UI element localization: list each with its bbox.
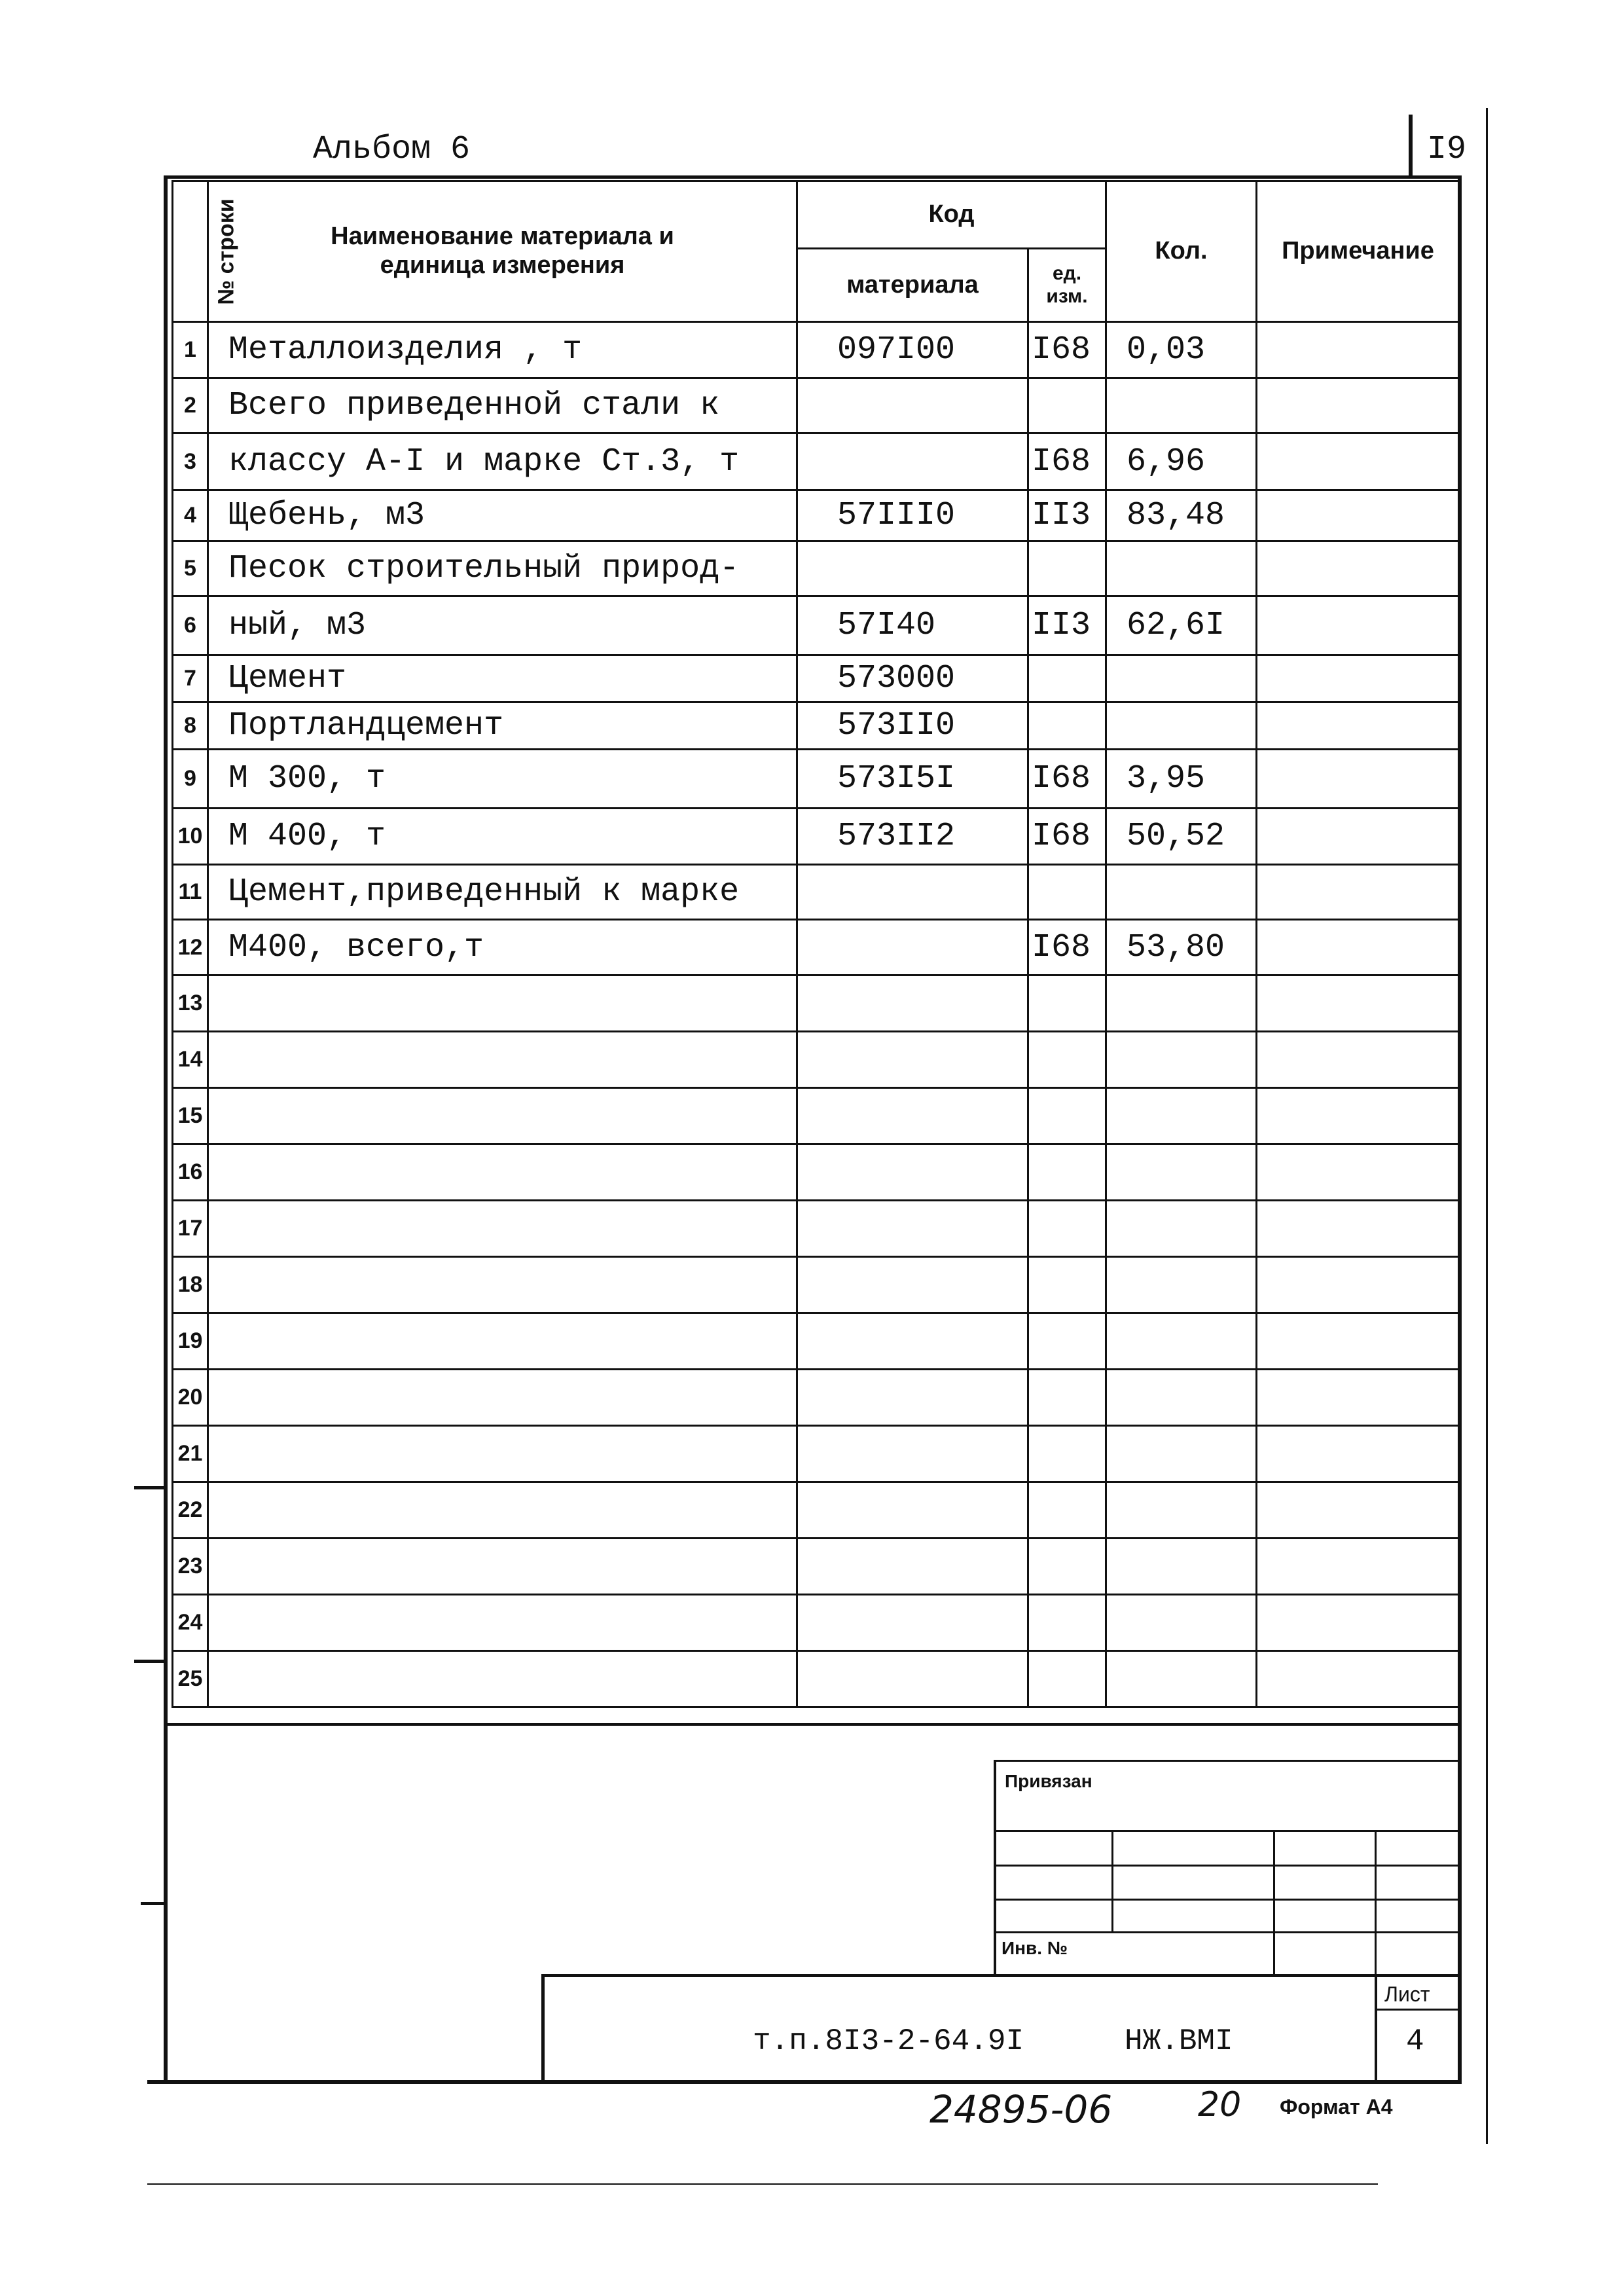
material-name <box>208 1313 797 1370</box>
material-name <box>208 1426 797 1482</box>
unit-code <box>1028 1651 1106 1707</box>
table-row <box>173 596 1460 655</box>
row-number: 23 <box>173 1539 208 1595</box>
material-name <box>208 975 797 1032</box>
note-value <box>1257 1426 1460 1482</box>
table-row <box>173 490 1460 541</box>
stamp-grid-line-2 <box>994 1865 1460 1867</box>
main-stamp-top <box>541 1974 1460 1977</box>
album-label: Альбом 6 <box>313 131 471 168</box>
note-value <box>1257 1595 1460 1651</box>
note-value <box>1257 433 1460 490</box>
header-row-no <box>173 181 239 322</box>
quantity-value: 83,48 <box>1106 490 1257 541</box>
note-value <box>1257 1088 1460 1144</box>
table-row <box>173 920 1460 975</box>
stamp-copy: 20 <box>1198 2085 1242 2124</box>
row-number: 6 <box>173 596 208 655</box>
row-number: 19 <box>173 1313 208 1370</box>
unit-code: I68 <box>1028 433 1106 490</box>
material-name: классу А-I и марке Ст.3, т <box>208 433 797 490</box>
quantity-value <box>1106 541 1257 596</box>
frame-top-border <box>164 175 1462 179</box>
note-value <box>1257 596 1460 655</box>
material-name <box>208 1257 797 1313</box>
table-row <box>173 1595 1460 1651</box>
unit-code <box>1028 1032 1106 1088</box>
material-code <box>797 1144 1028 1201</box>
unit-code: I68 <box>1028 750 1106 809</box>
material-name: Всего приведенной стали к <box>208 378 797 433</box>
row-number: 7 <box>173 655 208 702</box>
table-row <box>173 975 1460 1032</box>
quantity-value <box>1106 1370 1257 1426</box>
row-number: 18 <box>173 1257 208 1313</box>
quantity-value: 50,52 <box>1106 809 1257 865</box>
quantity-value <box>1106 865 1257 920</box>
stamp-box-top <box>994 1760 1460 1762</box>
material-code <box>797 1201 1028 1257</box>
unit-code <box>1028 702 1106 750</box>
row-number: 1 <box>173 322 208 378</box>
row-number: 5 <box>173 541 208 596</box>
material-name: Цемент <box>208 655 797 702</box>
row-number: 2 <box>173 378 208 433</box>
header-name <box>208 181 797 322</box>
unit-code <box>1028 378 1106 433</box>
header-note: Примечание <box>1257 181 1460 322</box>
stamp-grid-vertical-1 <box>1111 1830 1113 1931</box>
table-row <box>173 1651 1460 1707</box>
unit-code <box>1028 1201 1106 1257</box>
note-value <box>1257 1032 1460 1088</box>
table-row <box>173 1370 1460 1426</box>
material-code <box>797 1313 1028 1370</box>
material-code <box>797 1539 1028 1595</box>
row-number: 3 <box>173 433 208 490</box>
note-value <box>1257 1651 1460 1707</box>
material-name <box>208 1539 797 1595</box>
designation: т.п.8I3-2-64.9I <box>753 2024 1024 2058</box>
header-code-group: Код <box>797 181 1106 249</box>
stamp-grid-line-4 <box>994 1931 1460 1933</box>
material-code <box>797 865 1028 920</box>
stamp-box-left <box>994 1760 996 1976</box>
stamp-grid-line-1 <box>994 1830 1460 1832</box>
unit-code <box>1028 1313 1106 1370</box>
material-name <box>208 1595 797 1651</box>
row-number: 12 <box>173 920 208 975</box>
material-name <box>208 1144 797 1201</box>
unit-code <box>1028 1482 1106 1539</box>
quantity-value <box>1106 655 1257 702</box>
stamp-grid-vertical-2 <box>1273 1830 1275 1974</box>
format-label: Формат А4 <box>1280 2095 1393 2119</box>
material-code <box>797 1651 1028 1707</box>
unit-code <box>1028 655 1106 702</box>
stamp-number: 24895-06 <box>929 2087 1113 2132</box>
material-name <box>208 1088 797 1144</box>
row-number: 17 <box>173 1201 208 1257</box>
material-code <box>797 378 1028 433</box>
quantity-value <box>1106 1144 1257 1201</box>
material-code <box>797 1482 1028 1539</box>
quantity-value <box>1106 1482 1257 1539</box>
note-value <box>1257 541 1460 596</box>
table-row <box>173 1201 1460 1257</box>
material-name: Щебень, м3 <box>208 490 797 541</box>
quantity-value <box>1106 1201 1257 1257</box>
quantity-value <box>1106 1595 1257 1651</box>
material-name <box>208 1370 797 1426</box>
material-name: М 300, т <box>208 750 797 809</box>
note-value <box>1257 920 1460 975</box>
unit-code <box>1028 1539 1106 1595</box>
row-number: 20 <box>173 1370 208 1426</box>
table-row <box>173 1032 1460 1088</box>
sheet-box-left <box>1375 1974 1377 2082</box>
table-row <box>173 702 1460 750</box>
unit-code <box>1028 975 1106 1032</box>
material-code <box>797 1426 1028 1482</box>
note-value <box>1257 750 1460 809</box>
quantity-value: 3,95 <box>1106 750 1257 809</box>
unit-code <box>1028 1144 1106 1201</box>
material-code <box>797 975 1028 1032</box>
table-row <box>173 433 1460 490</box>
document-code: НЖ.ВМI <box>1125 2024 1233 2058</box>
header-code-material: материала <box>797 249 1028 322</box>
material-code <box>797 1370 1028 1426</box>
stamp-grid-vertical-3 <box>1375 1830 1377 1974</box>
material-code: 573000 <box>797 655 1028 702</box>
frame-left-border <box>164 177 168 2082</box>
table-row <box>173 378 1460 433</box>
note-value <box>1257 1539 1460 1595</box>
stamp-divider-horizontal <box>166 1723 1460 1726</box>
unit-code <box>1028 1257 1106 1313</box>
row-number: 4 <box>173 490 208 541</box>
note-value <box>1257 1370 1460 1426</box>
row-number: 24 <box>173 1595 208 1651</box>
material-code <box>797 541 1028 596</box>
stamp-grid-line-3 <box>994 1899 1460 1901</box>
unit-code <box>1028 865 1106 920</box>
quantity-value <box>1106 702 1257 750</box>
material-name: Металлоизделия , т <box>208 322 797 378</box>
material-code <box>797 1257 1028 1313</box>
unit-code <box>1028 1595 1106 1651</box>
page-number: I9 <box>1427 131 1467 168</box>
note-value <box>1257 809 1460 865</box>
quantity-value <box>1106 1426 1257 1482</box>
quantity-value: 0,03 <box>1106 322 1257 378</box>
page-number-rule <box>1409 115 1413 177</box>
table-row <box>173 541 1460 596</box>
row-number: 13 <box>173 975 208 1032</box>
material-code: 573II0 <box>797 702 1028 750</box>
row-number: 10 <box>173 809 208 865</box>
header-code-unit-label: ед. изм. <box>1046 263 1088 307</box>
note-value <box>1257 490 1460 541</box>
material-code <box>797 1595 1028 1651</box>
header-code-unit <box>1028 249 1106 322</box>
material-name: М 400, т <box>208 809 797 865</box>
unit-code <box>1028 1088 1106 1144</box>
table-row <box>173 1539 1460 1595</box>
frame-bottom-border <box>147 2080 1462 2084</box>
table-row <box>173 1426 1460 1482</box>
row-number: 11 <box>173 865 208 920</box>
table-row <box>173 1313 1460 1370</box>
material-name: М400, всего,т <box>208 920 797 975</box>
binding-tick-2 <box>134 1660 167 1663</box>
note-value <box>1257 1144 1460 1201</box>
inventory-label: Инв. № <box>1001 1938 1068 1958</box>
quantity-value <box>1106 1088 1257 1144</box>
table-row <box>173 865 1460 920</box>
material-code: 573II2 <box>797 809 1028 865</box>
material-code <box>797 1088 1028 1144</box>
quantity-value <box>1106 378 1257 433</box>
note-value <box>1257 322 1460 378</box>
unit-code <box>1028 1370 1106 1426</box>
note-value <box>1257 865 1460 920</box>
material-name <box>208 1651 797 1707</box>
quantity-value <box>1106 975 1257 1032</box>
sheet-number: 4 <box>1406 2024 1424 2058</box>
header-name-label: Наименование материала и единица измерения <box>331 223 674 279</box>
sheet-label: Лист <box>1384 1982 1430 2006</box>
row-number: 15 <box>173 1088 208 1144</box>
table-row <box>173 1144 1460 1201</box>
row-number: 8 <box>173 702 208 750</box>
page-right-edge <box>1486 108 1488 2144</box>
binding-tick-3 <box>141 1902 167 1905</box>
material-code <box>797 433 1028 490</box>
material-name: Песок строительный природ- <box>208 541 797 596</box>
unit-code: I68 <box>1028 809 1106 865</box>
note-value <box>1257 1482 1460 1539</box>
quantity-value: 62,6I <box>1106 596 1257 655</box>
note-value <box>1257 1313 1460 1370</box>
bottom-trim-line <box>147 2183 1378 2185</box>
quantity-value <box>1106 1313 1257 1370</box>
quantity-value <box>1106 1539 1257 1595</box>
material-name <box>208 1482 797 1539</box>
unit-code: II3 <box>1028 596 1106 655</box>
bound-label: Привязан <box>1005 1771 1092 1791</box>
table-row <box>173 322 1460 378</box>
table-row <box>173 750 1460 809</box>
material-name: Цемент,приведенный к марке <box>208 865 797 920</box>
material-code: 573I5I <box>797 750 1028 809</box>
row-number: 25 <box>173 1651 208 1707</box>
unit-code: II3 <box>1028 490 1106 541</box>
table-row <box>173 809 1460 865</box>
row-number: 9 <box>173 750 208 809</box>
row-number: 22 <box>173 1482 208 1539</box>
material-code <box>797 920 1028 975</box>
unit-code: I68 <box>1028 920 1106 975</box>
material-name: ный, м3 <box>208 596 797 655</box>
row-number: 16 <box>173 1144 208 1201</box>
quantity-value <box>1106 1651 1257 1707</box>
table-row <box>173 655 1460 702</box>
materials-table <box>171 180 1460 1708</box>
row-number: 14 <box>173 1032 208 1088</box>
material-code <box>797 1032 1028 1088</box>
quantity-value <box>1106 1257 1257 1313</box>
material-code: 57I40 <box>797 596 1028 655</box>
note-value <box>1257 378 1460 433</box>
material-name <box>208 1201 797 1257</box>
table-row <box>173 1257 1460 1313</box>
main-stamp-left <box>541 1974 545 2082</box>
material-code: 097I00 <box>797 322 1028 378</box>
binding-tick-1 <box>134 1486 167 1489</box>
note-value <box>1257 702 1460 750</box>
note-value <box>1257 975 1460 1032</box>
unit-code: I68 <box>1028 322 1106 378</box>
table-row <box>173 1482 1460 1539</box>
note-value <box>1257 655 1460 702</box>
header-quantity: Кол. <box>1106 181 1257 322</box>
row-number: 21 <box>173 1426 208 1482</box>
table-row <box>173 1088 1460 1144</box>
header-row-no-label: № строки <box>213 198 239 305</box>
quantity-value: 6,96 <box>1106 433 1257 490</box>
note-value <box>1257 1201 1460 1257</box>
material-code: 57III0 <box>797 490 1028 541</box>
unit-code <box>1028 541 1106 596</box>
quantity-value: 53,80 <box>1106 920 1257 975</box>
unit-code <box>1028 1426 1106 1482</box>
sheet-box-divider <box>1375 2009 1460 2011</box>
material-name: Портландцемент <box>208 702 797 750</box>
note-value <box>1257 1257 1460 1313</box>
quantity-value <box>1106 1032 1257 1088</box>
material-name <box>208 1032 797 1088</box>
